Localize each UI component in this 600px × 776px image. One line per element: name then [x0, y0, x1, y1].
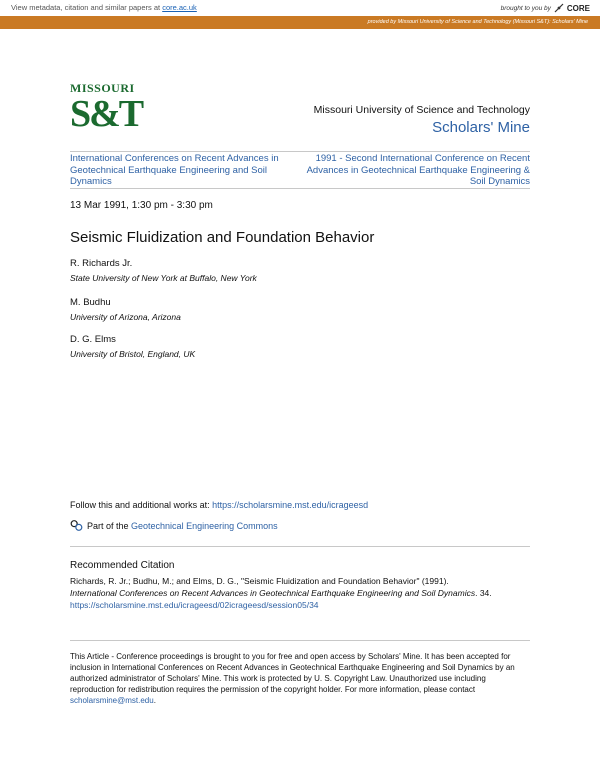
provider-bar	[0, 16, 600, 29]
commons-network-icon	[70, 519, 83, 532]
core-logo-icon	[554, 3, 564, 13]
brought-by-text: brought to you by	[500, 4, 551, 12]
collection-series-link[interactable]: International Conferences on Recent Advances in Geotechnical Earthquake Engineering and Soil Dynamics	[70, 153, 279, 187]
event-date: 13 Mar 1991, 1:30 pm - 3:30 pm	[70, 200, 213, 211]
follow-url-link[interactable]: https://scholarsmine.mst.edu/icrageesd	[212, 500, 369, 510]
follow-text: Follow this and additional works at:	[70, 500, 213, 510]
part-of-line	[70, 519, 278, 532]
citation-journal: International Conferences on Recent Advances in Geotechnical Earthquake Engineering and Soil Dynamics	[70, 588, 476, 598]
author-name: M. Budhu	[70, 297, 111, 308]
author-name: R. Richards Jr.	[70, 258, 133, 269]
author-affiliation: University of Arizona, Arizona	[70, 312, 181, 322]
follow-line	[70, 500, 368, 510]
university-name: Missouri University of Science and Technology	[313, 104, 530, 116]
core-label: CORE	[566, 3, 590, 13]
core-banner	[0, 0, 600, 16]
core-metadata-text: View metadata, citation and similar papers at	[11, 3, 163, 12]
collection-rule-bottom	[70, 188, 530, 189]
collection-conference-link[interactable]: 1991 - Second International Conference on Recent Advances in Geotechnical Earthquake Engineering & Soil Dynamics	[306, 153, 530, 187]
logo-st-mark: S&T	[70, 93, 143, 135]
core-brand[interactable]	[501, 3, 590, 13]
citation-body	[70, 575, 530, 611]
notice-end: .	[153, 696, 156, 705]
author-name: D. G. Elms	[70, 334, 116, 345]
notice-rule	[70, 640, 530, 641]
mst-logo	[70, 81, 143, 136]
part-of-text: Part of the	[87, 520, 132, 531]
access-notice	[70, 651, 532, 706]
citation-heading: Recommended Citation	[70, 560, 175, 571]
citation-number: . 34.	[475, 588, 492, 598]
core-metadata-line	[11, 3, 197, 12]
citation-url-link[interactable]: https://scholarsmine.mst.edu/icrageesd/02icrageesd/session05/34	[70, 600, 319, 610]
contact-email-link[interactable]: scholarsmine@mst.edu	[70, 696, 154, 705]
notice-text: This Article - Conference proceedings is brought to you for free and open access by Scholars' Mine. It has been accepted for inclusion in International Conferences on Recent Advances in Geotechnical Earthquake Engineering and Soil Dynamics by an authorized administrator of Scholars' Mine. This work is protected by U. S. Copyright Law. Unauthorized use including reproduction for redistribution requires the permission of the copyright holder. For more information, please contact	[70, 652, 515, 694]
core-link[interactable]: core.ac.uk	[162, 3, 197, 12]
citation-rule	[70, 546, 530, 547]
geotechnical-commons-link[interactable]: Geotechnical Engineering Commons	[131, 520, 278, 531]
paper-title: Seismic Fluidization and Foundation Behavior	[70, 229, 375, 246]
scholars-mine-link[interactable]: Scholars' Mine	[432, 119, 530, 136]
provider-text: provided by Missouri University of Science and Technology (Missouri S&T): Scholars' Mine	[367, 19, 588, 25]
author-affiliation: University of Bristol, England, UK	[70, 349, 196, 359]
author-affiliation: State University of New York at Buffalo, New York	[70, 273, 257, 283]
collection-rule-top	[70, 151, 530, 152]
logo-missouri-text: MISSOURI	[70, 81, 135, 95]
citation-authors-title: Richards, R. Jr.; Budhu, M.; and Elms, D. G., "Seismic Fluidization and Foundation Behavior" (1991).	[70, 576, 449, 586]
